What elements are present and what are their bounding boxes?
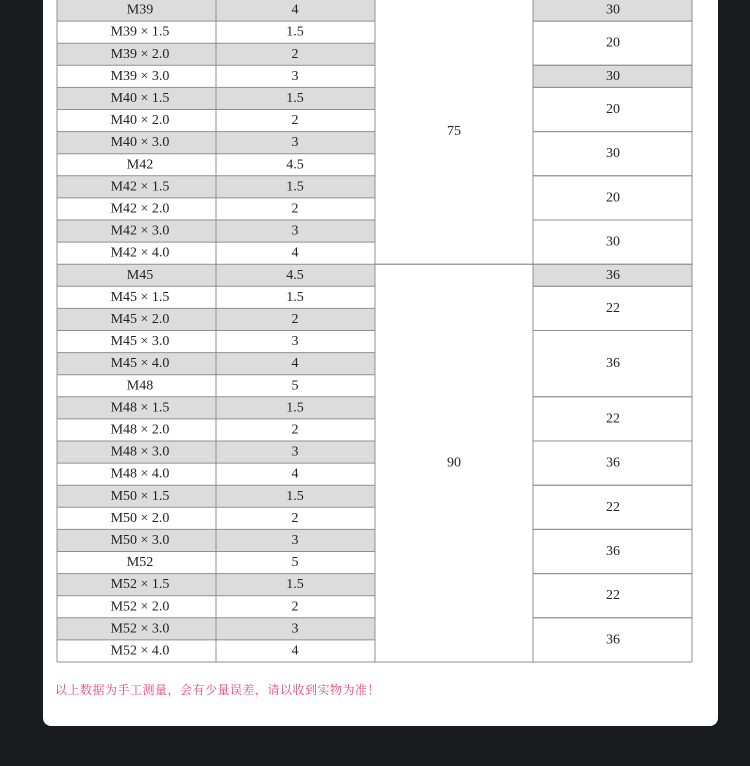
pitch-cell: 4 <box>291 466 299 482</box>
pitch-cell: 2 <box>291 46 299 62</box>
pitch-cell: 1.5 <box>286 90 304 106</box>
pitch-cell: 2 <box>291 510 299 526</box>
thread-size-cell: M52 <box>126 555 154 571</box>
merged-value-cell: 22 <box>606 588 620 604</box>
merged-value-cell: 36 <box>606 544 620 559</box>
merged-value-cell: 30 <box>606 234 620 250</box>
thread-size-cell: M45 × 3.0 <box>110 334 170 350</box>
pitch-cell: 1.5 <box>286 179 304 195</box>
thread-size-cell: M42 × 2.0 <box>110 201 170 217</box>
pitch-cell: 3 <box>291 334 299 350</box>
pitch-cell: 4 <box>291 643 299 659</box>
pitch-cell: 3 <box>291 621 299 637</box>
thread-size-cell: M48 × 2.0 <box>110 422 170 438</box>
merged-value-cell: 90 <box>447 455 461 471</box>
pitch-cell: 4 <box>291 356 299 372</box>
merged-value-cell: 20 <box>606 190 620 206</box>
pitch-cell: 1.5 <box>286 577 304 593</box>
pitch-cell: 3 <box>291 68 299 84</box>
pitch-cell: 4.5 <box>286 267 304 283</box>
measurement-note: 以上数据为手工测量，会有少量误差，请以收到实物为准！ <box>55 683 381 697</box>
merged-value-cell: 22 <box>606 411 620 427</box>
pitch-cell: 3 <box>291 532 299 548</box>
pitch-cell: 1.5 <box>286 488 304 504</box>
thread-size-cell: M45 <box>126 267 154 283</box>
pitch-cell: 4.5 <box>286 157 304 173</box>
thread-size-cell: M45 × 2.0 <box>110 311 170 327</box>
thread-size-cell: M40 × 3.0 <box>110 135 170 151</box>
thread-size-cell: M52 × 1.5 <box>110 577 170 593</box>
pitch-cell: 5 <box>291 378 299 394</box>
merged-value-cell: 30 <box>606 68 620 84</box>
thread-size-cell: M42 × 1.5 <box>110 179 170 195</box>
thread-size-cell: M52 × 3.0 <box>110 621 170 637</box>
merged-value-cell: 20 <box>606 35 620 51</box>
pitch-cell: 2 <box>291 422 299 438</box>
pitch-cell: 2 <box>291 599 299 615</box>
pitch-cell: 4 <box>291 2 299 18</box>
merged-value-cell: 22 <box>606 300 620 316</box>
thread-size-cell: M40 × 1.5 <box>110 90 170 106</box>
pitch-cell: 1.5 <box>286 400 304 416</box>
thread-size-cell: M48 × 1.5 <box>110 400 170 416</box>
merged-value-cell: 36 <box>606 455 620 471</box>
thread-size-cell: M48 <box>126 378 154 394</box>
pitch-cell: 2 <box>291 201 299 217</box>
thread-size-cell: M50 × 1.5 <box>110 488 170 504</box>
pitch-cell: 3 <box>291 135 299 151</box>
pitch-cell: 2 <box>291 113 299 129</box>
pitch-cell: 3 <box>291 223 299 239</box>
thread-size-cell: M45 × 4.0 <box>110 356 170 372</box>
thread-size-cell: M39 × 1.5 <box>110 24 170 40</box>
pitch-cell: 1.5 <box>286 289 304 305</box>
pitch-cell: 5 <box>291 555 299 571</box>
merged-value-cell: 36 <box>606 356 620 372</box>
merged-value-cell: 75 <box>447 124 461 140</box>
thread-size-cell: M50 × 3.0 <box>110 532 170 548</box>
pitch-cell: 1.5 <box>286 24 304 40</box>
thread-size-cell: M42 × 4.0 <box>110 245 170 261</box>
thread-size-cell: M48 × 3.0 <box>110 444 170 460</box>
pitch-cell: 2 <box>291 311 299 327</box>
thread-size-cell: M39 <box>126 2 154 18</box>
thread-size-cell: M40 × 2.0 <box>110 113 170 129</box>
merged-value-cell: 36 <box>606 267 620 283</box>
thread-size-cell: M52 × 4.0 <box>110 643 170 659</box>
thread-size-cell: M42 × 3.0 <box>110 223 170 239</box>
merged-value-cell: 30 <box>606 146 620 162</box>
merged-value-cell: 22 <box>606 499 620 515</box>
pitch-cell: 3 <box>291 444 299 460</box>
pitch-cell: 4 <box>291 245 299 261</box>
merged-value-cell: 36 <box>606 632 620 648</box>
thread-size-cell: M39 × 3.0 <box>110 68 170 84</box>
thread-size-cell: M42 <box>126 157 154 173</box>
thread-size-cell: M52 × 2.0 <box>110 599 170 615</box>
thread-size-cell: M50 × 2.0 <box>110 510 170 526</box>
thread-size-cell: M48 × 4.0 <box>110 466 170 482</box>
merged-value-cell: 20 <box>606 102 620 117</box>
thread-size-cell: M45 × 1.5 <box>110 289 170 305</box>
thread-size-cell: M39 × 2.0 <box>110 46 170 62</box>
merged-value-cell: 30 <box>606 2 620 18</box>
